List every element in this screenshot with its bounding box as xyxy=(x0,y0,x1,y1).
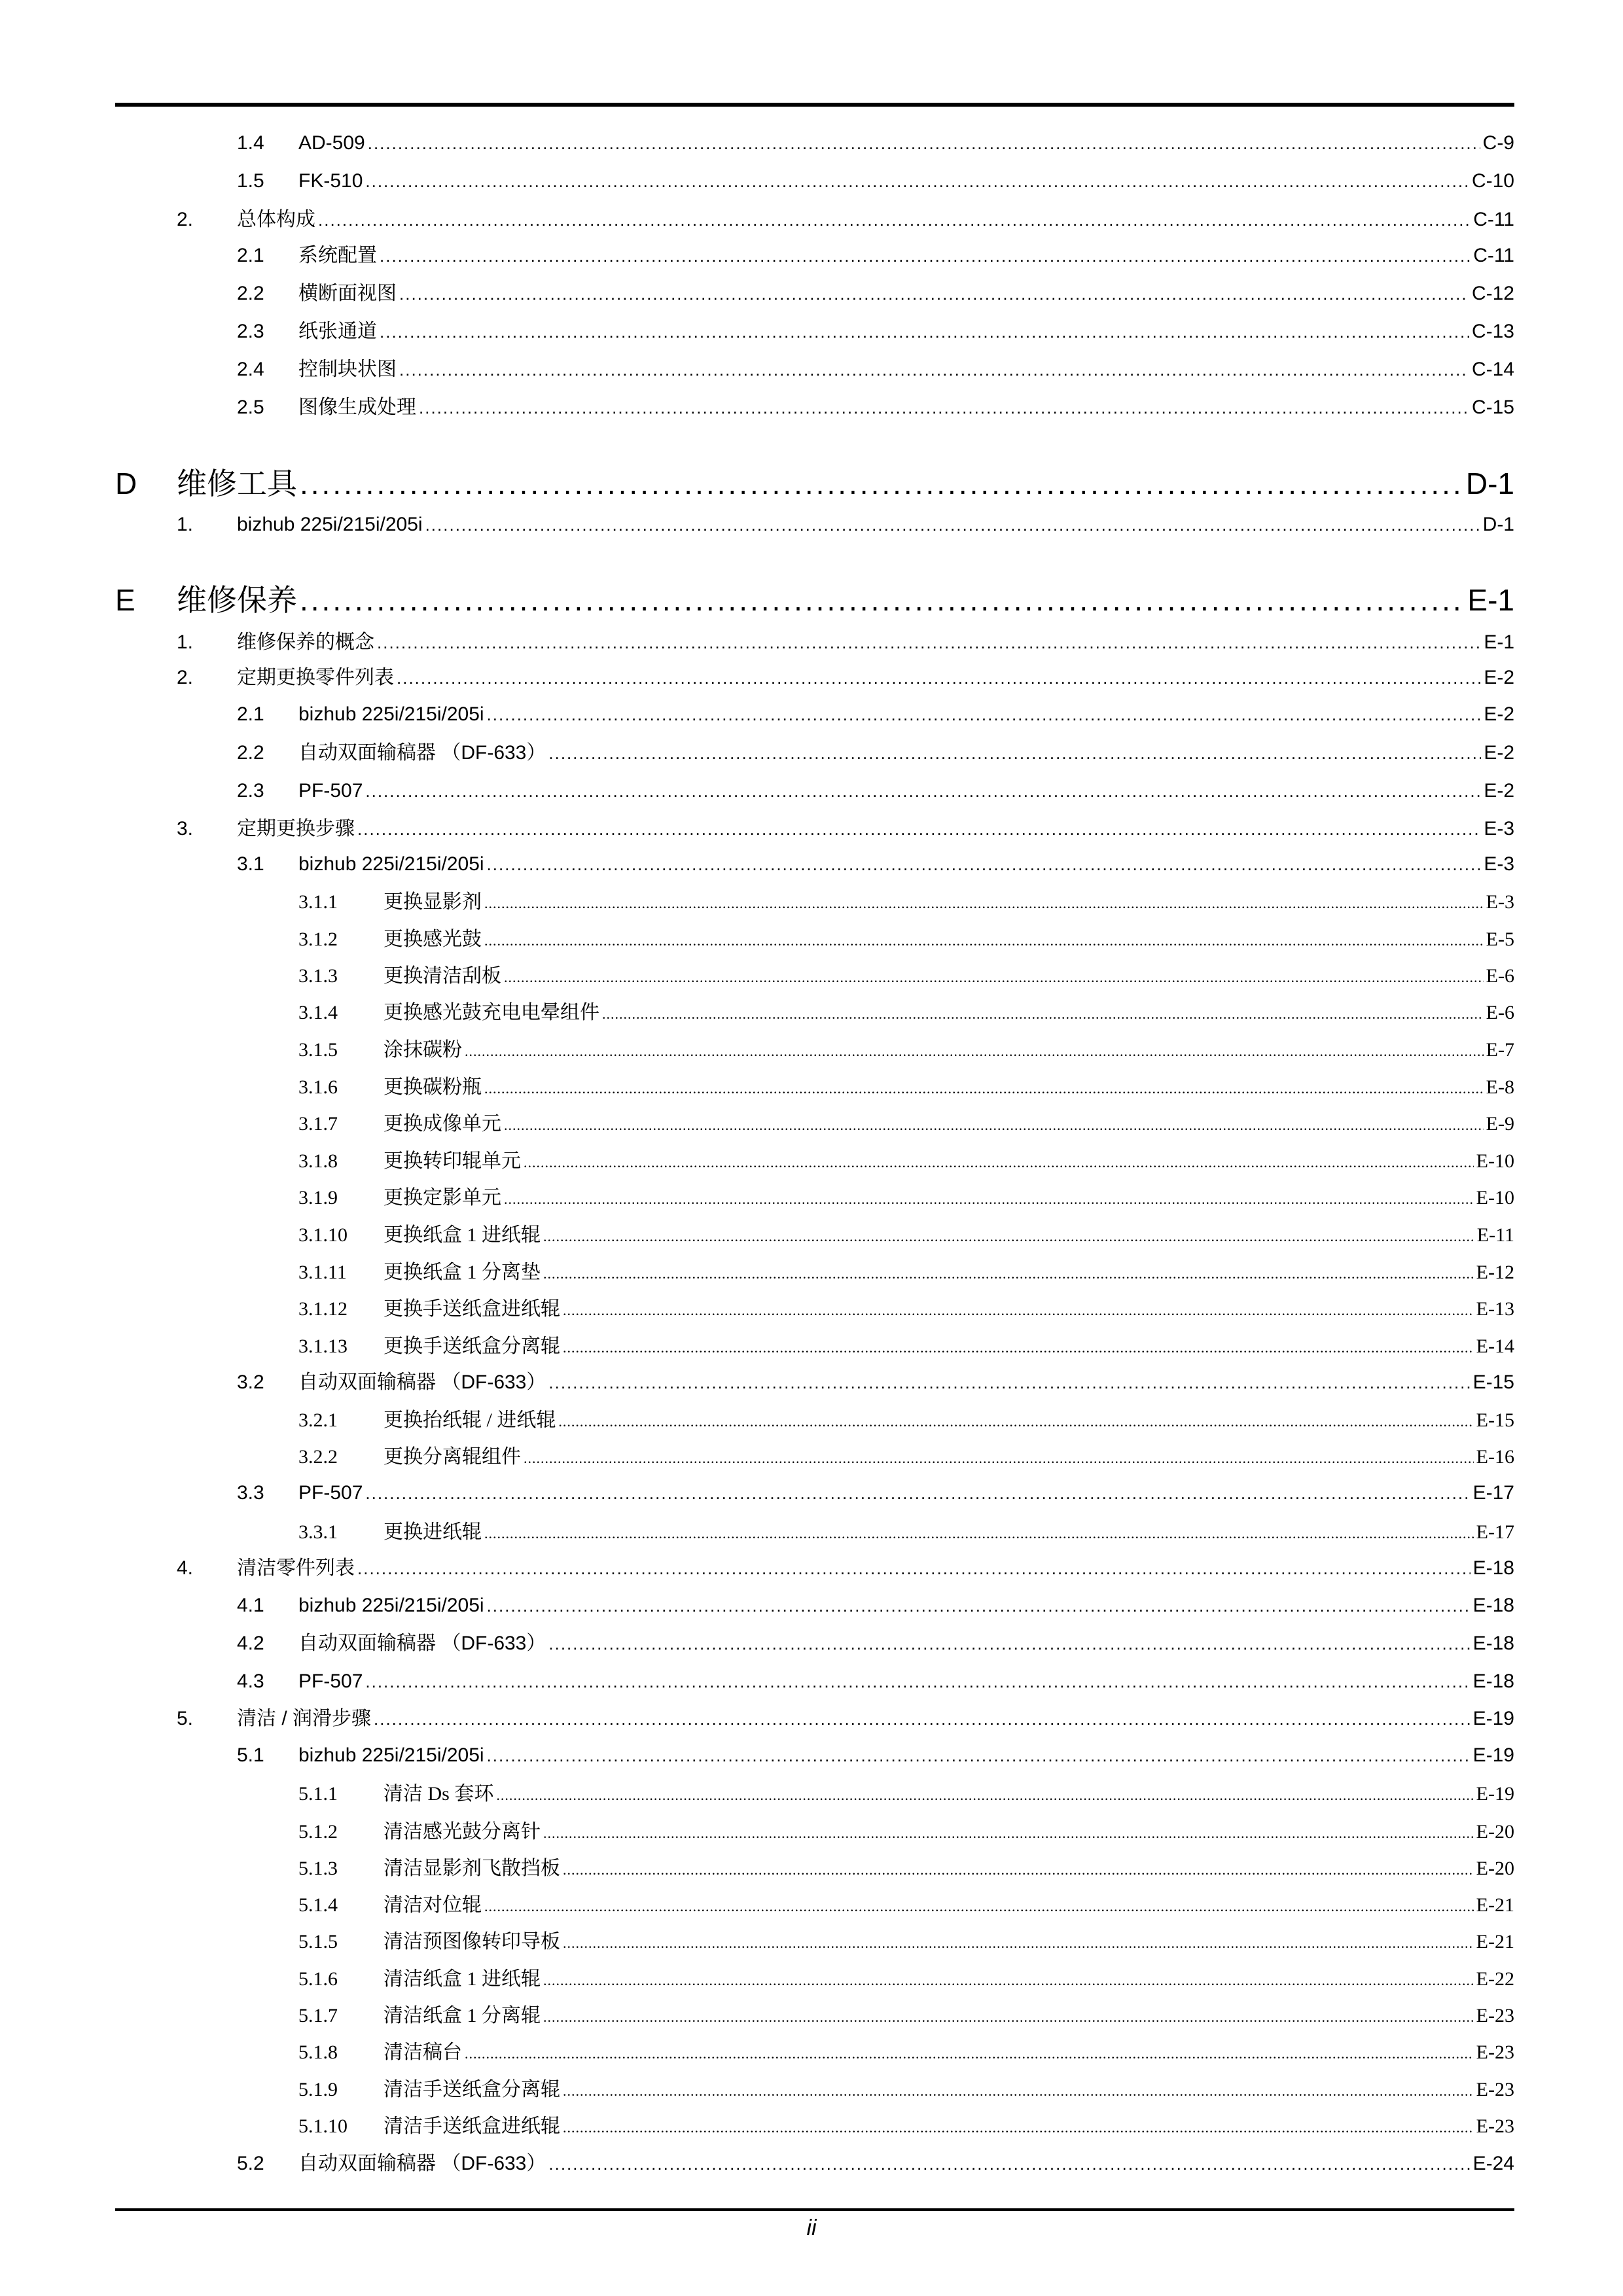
toc-dot-leader xyxy=(563,1337,1474,1356)
toc-entry-number: E xyxy=(115,583,135,617)
toc-entry-title[interactable]: 更换进纸辊 xyxy=(383,1521,482,1543)
toc-entry-page[interactable]: E-9 xyxy=(1486,1113,1514,1135)
toc-entry-page[interactable]: E-20 xyxy=(1476,1858,1514,1879)
toc-entry[interactable] xyxy=(237,321,1514,342)
toc-entry-page[interactable]: E-2 xyxy=(1484,742,1514,764)
toc-entry-number: 5.1.10 xyxy=(298,2115,348,2137)
toc-entry-number: 3.1.8 xyxy=(298,1150,338,1172)
toc-entry-page[interactable]: E-16 xyxy=(1476,1446,1514,1468)
toc-entry-page[interactable]: E-3 xyxy=(1486,891,1514,913)
toc-entry-title[interactable]: 横断面视图 xyxy=(298,283,397,304)
toc-entry-title[interactable]: 清洁感光鼓分离针 xyxy=(383,1821,541,1843)
toc-entry-number: 4.1 xyxy=(237,1595,264,1616)
toc-entry-title[interactable]: 自动双面输稿器 （DF-633） xyxy=(298,1633,546,1654)
toc-entry-number: 5.1.6 xyxy=(298,1968,338,1990)
toc-entry-number: 5.1.4 xyxy=(298,1894,338,1916)
toc-entry[interactable] xyxy=(298,1113,1514,1135)
toc-entry-number: 1. xyxy=(177,631,194,653)
toc-entry-number: 4.2 xyxy=(237,1633,264,1654)
toc-entry-page[interactable]: E-6 xyxy=(1486,1002,1514,1023)
toc-entry-title[interactable]: 更换抬纸辊 / 进纸辊 xyxy=(383,1409,556,1431)
toc-entry-number: 2.2 xyxy=(237,742,264,764)
toc-entry-number: 5. xyxy=(177,1708,194,1729)
toc-entry-page[interactable]: E-18 xyxy=(1472,1557,1514,1579)
toc-entry[interactable] xyxy=(177,631,1514,653)
toc-entry-page[interactable]: C-13 xyxy=(1471,321,1514,342)
footer-rule xyxy=(115,2208,1514,2211)
toc-entry-title[interactable]: 清洁手送纸盒分离辊 xyxy=(383,2079,560,2100)
toc-entry-page[interactable]: E-19 xyxy=(1472,1744,1514,1766)
toc-dot-leader xyxy=(397,668,1481,688)
toc-entry-number: 3.1.1 xyxy=(298,891,338,913)
toc-entry[interactable] xyxy=(298,928,1514,950)
toc-dot-leader xyxy=(465,1040,1484,1060)
toc-entry-page[interactable]: E-14 xyxy=(1476,1335,1514,1357)
toc-dot-leader xyxy=(425,515,1480,535)
toc-entry-number: 5.2 xyxy=(237,2153,264,2174)
toc-entry[interactable] xyxy=(237,1371,1514,1393)
toc-entry[interactable] xyxy=(237,1670,1514,1692)
toc-entry-page[interactable]: C-11 xyxy=(1473,245,1514,266)
toc-dot-leader xyxy=(548,743,1481,763)
toc-entry[interactable] xyxy=(298,2079,1514,2100)
toc-entry-page[interactable]: E-2 xyxy=(1484,703,1514,725)
toc-dot-leader xyxy=(365,781,1481,801)
toc-dot-leader xyxy=(487,855,1482,874)
toc-dot-leader xyxy=(484,1896,1474,1915)
toc-dot-leader xyxy=(563,1299,1474,1319)
footer-page-number: ii xyxy=(806,2216,817,2240)
toc-entry-title[interactable]: 更换纸盒 1 分离垫 xyxy=(383,1262,541,1283)
toc-entry-number: 1. xyxy=(177,514,194,535)
toc-entry[interactable] xyxy=(237,1633,1514,1654)
toc-entry-number: 3.1.9 xyxy=(298,1187,338,1209)
toc-dot-leader xyxy=(365,171,1469,191)
toc-entry-page[interactable]: E-13 xyxy=(1476,1298,1514,1320)
toc-entry[interactable] xyxy=(237,742,1514,764)
toc-dot-leader xyxy=(365,1483,1470,1503)
toc-entry[interactable] xyxy=(298,1150,1514,1172)
toc-entry-page[interactable]: E-10 xyxy=(1476,1150,1514,1172)
toc-entry-title[interactable]: 纸张通道 xyxy=(298,321,377,342)
toc-entry-title[interactable]: 更换感光鼓充电电晕组件 xyxy=(383,1002,599,1023)
toc-dot-leader xyxy=(563,1859,1474,1879)
toc-entry-title[interactable]: 更换手送纸盒进纸辊 xyxy=(383,1298,560,1320)
toc-entry[interactable] xyxy=(177,667,1514,688)
toc-entry-page[interactable]: E-17 xyxy=(1472,1482,1514,1504)
toc-entry-page[interactable]: E-15 xyxy=(1476,1409,1514,1431)
toc-entry[interactable] xyxy=(237,170,1514,192)
toc-entry-number: 5.1.9 xyxy=(298,2079,338,2100)
toc-entry-title[interactable]: 控制块状图 xyxy=(298,359,397,380)
toc-entry[interactable] xyxy=(237,132,1514,154)
toc-entry-page[interactable]: E-18 xyxy=(1472,1670,1514,1692)
toc-dot-leader xyxy=(399,284,1469,304)
toc-entry-title[interactable]: PF-507 xyxy=(298,780,363,802)
toc-dot-leader xyxy=(548,1373,1470,1392)
toc-entry-title[interactable]: 更换分离辊组件 xyxy=(383,1446,521,1468)
toc-entry-page[interactable]: E-2 xyxy=(1484,667,1514,688)
toc-entry-title[interactable]: 更换定影单元 xyxy=(383,1187,501,1209)
toc-entry-title[interactable]: AD-509 xyxy=(298,132,365,154)
toc-dot-leader xyxy=(524,1152,1474,1171)
toc-entry[interactable] xyxy=(298,1821,1514,1843)
toc-entry-number: 3.1 xyxy=(237,853,264,875)
toc-entry[interactable] xyxy=(298,1039,1514,1061)
toc-entry-number: D xyxy=(115,467,137,501)
toc-entry-title[interactable]: 清洁纸盒 1 进纸辊 xyxy=(383,1968,541,1990)
toc-entry-number: 4.3 xyxy=(237,1670,264,1692)
toc-entry-title[interactable]: 系统配置 xyxy=(298,245,377,266)
toc-entry-page[interactable]: C-15 xyxy=(1471,397,1514,418)
toc-entry[interactable] xyxy=(237,245,1514,266)
toc-dot-leader xyxy=(380,322,1469,342)
toc-entry-title[interactable]: 更换感光鼓 xyxy=(383,928,482,950)
toc-dot-leader xyxy=(487,1746,1471,1765)
toc-entry-page[interactable]: E-21 xyxy=(1476,1931,1514,1952)
toc-entry-title[interactable]: FK-510 xyxy=(298,170,363,192)
toc-dot-leader xyxy=(543,2006,1474,2026)
toc-entry-title[interactable]: bizhub 225i/215i/205i xyxy=(237,514,423,535)
toc-dot-leader xyxy=(548,1634,1470,1653)
toc-entry[interactable] xyxy=(298,891,1514,913)
toc-entry-number: 5.1.1 xyxy=(298,1783,338,1805)
toc-entry-number: 2.5 xyxy=(237,397,264,418)
toc-entry-title[interactable]: 清洁零件列表 xyxy=(237,1557,355,1579)
toc-entry-number: 2.2 xyxy=(237,283,264,304)
toc-entry-number: 2.1 xyxy=(237,245,264,266)
toc-entry-title[interactable]: 更换纸盒 1 进纸辊 xyxy=(383,1224,541,1246)
toc-entry-title[interactable]: 自动双面输稿器 （DF-633） xyxy=(298,1371,546,1393)
toc-dot-leader xyxy=(504,1188,1474,1208)
toc-dot-leader xyxy=(380,246,1471,266)
toc-entry-title[interactable]: 维修保养的概念 xyxy=(237,631,374,653)
toc-entry[interactable] xyxy=(237,1744,1514,1766)
toc-entry-number: 3.1.12 xyxy=(298,1298,348,1320)
toc-entry[interactable] xyxy=(237,703,1514,725)
toc-entry-page[interactable]: E-23 xyxy=(1476,2005,1514,2026)
toc-dot-leader xyxy=(377,633,1481,652)
toc-entry-title[interactable]: 更换转印辊单元 xyxy=(383,1150,521,1172)
toc-dot-leader xyxy=(563,1932,1474,1952)
toc-entry-page[interactable]: E-22 xyxy=(1476,1968,1514,1990)
toc-entry[interactable] xyxy=(298,1894,1514,1916)
toc-entry-page[interactable]: E-12 xyxy=(1476,1262,1514,1283)
toc-entry-title[interactable]: 清洁纸盒 1 分离辊 xyxy=(383,2005,541,2026)
toc-entry-title[interactable]: 清洁显影剂飞散挡板 xyxy=(383,1858,560,1879)
toc-entry-number: 1.5 xyxy=(237,170,264,192)
toc-entry[interactable] xyxy=(115,467,1514,501)
toc-entry[interactable] xyxy=(115,583,1514,617)
toc-entry[interactable] xyxy=(237,1595,1514,1616)
toc-entry-title[interactable]: 清洁 Ds 套环 xyxy=(383,1783,494,1805)
toc-entry-number: 3. xyxy=(177,818,194,839)
toc-entry-number: 3.1.6 xyxy=(298,1076,338,1098)
toc-entry-number: 3.2.2 xyxy=(298,1446,338,1468)
toc-dot-leader xyxy=(504,1114,1484,1134)
toc-dot-leader xyxy=(543,1822,1474,1842)
toc-dot-leader xyxy=(563,2117,1474,2136)
toc-entry[interactable] xyxy=(298,1076,1514,1098)
toc-entry-page[interactable]: D-1 xyxy=(1465,467,1514,501)
toc-entry-number: 5.1 xyxy=(237,1744,264,1766)
toc-dot-leader xyxy=(484,1523,1474,1542)
toc-entry[interactable] xyxy=(298,2115,1514,2137)
toc-entry-number: 3.1.3 xyxy=(298,965,338,987)
toc-entry-title[interactable]: 涂抹碳粉 xyxy=(383,1039,462,1061)
toc-dot-leader xyxy=(563,2080,1474,2100)
toc-dot-leader xyxy=(602,1003,1484,1023)
toc-entry-page[interactable]: E-23 xyxy=(1476,2079,1514,2100)
toc-dot-leader xyxy=(318,210,1471,230)
toc-entry-title[interactable]: 更换手送纸盒分离辊 xyxy=(383,1335,560,1357)
toc-entry-page[interactable]: C-12 xyxy=(1471,283,1514,304)
toc-entry-title[interactable]: 自动双面输稿器 （DF-633） xyxy=(298,742,546,764)
toc-entry-number: 3.1.5 xyxy=(298,1039,338,1061)
toc-entry[interactable] xyxy=(177,818,1514,839)
toc-dot-leader xyxy=(419,398,1469,417)
toc-entry-number: 3.1.4 xyxy=(298,1002,338,1023)
toc-entry-title[interactable]: 清洁预图像转印导板 xyxy=(383,1931,560,1952)
toc-entry[interactable] xyxy=(237,359,1514,380)
toc-dot-leader xyxy=(357,819,1481,839)
toc-dot-leader xyxy=(496,1784,1473,1804)
toc-entry-page[interactable]: E-24 xyxy=(1472,2153,1514,2174)
toc-entry-page[interactable]: C-10 xyxy=(1471,170,1514,192)
toc-dot-leader xyxy=(357,1559,1471,1578)
toc-entry-page[interactable]: E-19 xyxy=(1472,1708,1514,1729)
toc-dot-leader xyxy=(487,1596,1471,1616)
toc-entry-page[interactable]: E-6 xyxy=(1486,965,1514,987)
toc-entry[interactable] xyxy=(298,1931,1514,1952)
toc-entry[interactable] xyxy=(237,397,1514,418)
toc-dot-leader xyxy=(504,966,1484,986)
toc-entry[interactable] xyxy=(298,1335,1514,1357)
toc-entry[interactable] xyxy=(177,1557,1514,1579)
toc-entry-page[interactable]: E-1 xyxy=(1484,631,1514,653)
toc-entry-page[interactable]: E-3 xyxy=(1484,853,1514,875)
toc-entry-number: 3.3 xyxy=(237,1482,264,1504)
toc-entry-page[interactable]: C-9 xyxy=(1482,132,1514,154)
toc-entry-page[interactable]: E-19 xyxy=(1476,1783,1514,1805)
toc-entry-page[interactable]: E-17 xyxy=(1476,1521,1514,1543)
toc-entry-page[interactable]: E-8 xyxy=(1486,1076,1514,1098)
toc-entry[interactable] xyxy=(298,965,1514,987)
toc-entry-page[interactable]: E-7 xyxy=(1486,1039,1514,1061)
toc-entry-title[interactable]: 更换成像单元 xyxy=(383,1113,501,1135)
toc-entry-title[interactable]: 图像生成处理 xyxy=(298,397,416,418)
toc-entry[interactable] xyxy=(298,1521,1514,1543)
toc-dot-leader xyxy=(399,360,1469,380)
toc-entry-number: 2.3 xyxy=(237,780,264,802)
toc-dot-leader xyxy=(300,468,1463,499)
toc-entry[interactable] xyxy=(177,209,1514,230)
toc-entry[interactable] xyxy=(298,1002,1514,1023)
toc-entry-number: 2. xyxy=(177,209,194,230)
toc-entry-page[interactable]: E-5 xyxy=(1486,928,1514,950)
toc-dot-leader xyxy=(524,1447,1474,1467)
toc-dot-leader xyxy=(300,585,1465,615)
toc-entry-number: 5.1.8 xyxy=(298,2041,338,2063)
toc-entry[interactable] xyxy=(298,1224,1514,1246)
toc-dot-leader xyxy=(365,1672,1470,1691)
toc-entry-title[interactable]: PF-507 xyxy=(298,1670,363,1692)
toc-entry-title[interactable]: bizhub 225i/215i/205i xyxy=(298,1595,484,1616)
toc-entry-title[interactable]: PF-507 xyxy=(298,1482,363,1504)
toc-entry[interactable] xyxy=(298,1409,1514,1431)
toc-dot-leader xyxy=(374,1709,1471,1729)
toc-entry[interactable] xyxy=(298,2041,1514,2063)
toc-entry-title[interactable]: bizhub 225i/215i/205i xyxy=(298,703,484,725)
toc-entry-number: 2.1 xyxy=(237,703,264,725)
toc-entry-number: 3.1.13 xyxy=(298,1335,348,1357)
toc-entry-title[interactable]: 清洁 / 润滑步骤 xyxy=(237,1708,372,1729)
toc-entry-number: 3.1.7 xyxy=(298,1113,338,1135)
toc-entry-page[interactable]: E-23 xyxy=(1476,2115,1514,2137)
toc-entry-title[interactable]: 定期更换步骤 xyxy=(237,818,355,839)
toc-dot-leader xyxy=(558,1411,1473,1430)
toc-dot-leader xyxy=(484,930,1484,949)
toc-dot-leader xyxy=(543,1226,1474,1245)
toc-dot-leader xyxy=(487,705,1482,724)
toc-entry-number: 2.3 xyxy=(237,321,264,342)
toc-entry-page[interactable]: E-21 xyxy=(1476,1894,1514,1916)
toc-entry-page[interactable]: C-11 xyxy=(1473,209,1514,230)
toc-entry-page[interactable]: E-15 xyxy=(1472,1371,1514,1393)
toc-entry-page[interactable]: E-18 xyxy=(1472,1595,1514,1616)
toc-entry-title[interactable]: 清洁对位辊 xyxy=(383,1894,482,1916)
toc-entry-title[interactable]: 定期更换零件列表 xyxy=(237,667,394,688)
toc-entry-page[interactable]: E-11 xyxy=(1476,1224,1514,1246)
toc-entry-title[interactable]: 维修工具 xyxy=(177,467,297,501)
toc-entry[interactable] xyxy=(298,1187,1514,1209)
toc-dot-leader xyxy=(543,1969,1474,1989)
toc-entry[interactable] xyxy=(298,1262,1514,1283)
toc-entry[interactable] xyxy=(298,1446,1514,1468)
toc-dot-leader xyxy=(548,2154,1470,2174)
toc-entry-number: 3.2 xyxy=(237,1371,264,1393)
toc-dot-leader xyxy=(484,892,1484,912)
toc-entry-number: 5.1.3 xyxy=(298,1858,338,1879)
toc-entry-number: 3.2.1 xyxy=(298,1409,338,1431)
toc-entry-page[interactable]: E-10 xyxy=(1476,1187,1514,1209)
toc-entry-title[interactable]: bizhub 225i/215i/205i xyxy=(298,853,484,875)
toc-entry-number: 5.1.5 xyxy=(298,1931,338,1952)
toc-entry-title[interactable]: 清洁手送纸盒进纸辊 xyxy=(383,2115,560,2137)
toc-entry[interactable] xyxy=(237,283,1514,304)
toc-entry-number: 4. xyxy=(177,1557,194,1579)
toc-entry[interactable] xyxy=(237,2153,1514,2174)
toc-entry-number: 3.1.11 xyxy=(298,1262,347,1283)
toc-entry-page[interactable]: E-3 xyxy=(1484,818,1514,839)
toc-entry-title[interactable]: 更换碳粉瓶 xyxy=(383,1076,482,1098)
toc-entry-page[interactable]: C-14 xyxy=(1471,359,1514,380)
toc-entry-title[interactable]: 更换显影剂 xyxy=(383,891,482,913)
toc-entry[interactable] xyxy=(298,1783,1514,1805)
toc-entry-title[interactable]: 更换清洁刮板 xyxy=(383,965,501,987)
toc-entry[interactable] xyxy=(298,1298,1514,1320)
toc-entry[interactable] xyxy=(298,1968,1514,1990)
toc-entry-title[interactable]: bizhub 225i/215i/205i xyxy=(298,1744,484,1766)
toc-entry-number: 3.1.10 xyxy=(298,1224,348,1246)
toc-entry-number: 3.3.1 xyxy=(298,1521,338,1543)
toc-entry-page[interactable]: E-1 xyxy=(1467,583,1514,617)
toc-entry[interactable] xyxy=(298,2005,1514,2026)
toc-entry[interactable] xyxy=(298,1858,1514,1879)
toc-entry[interactable] xyxy=(237,780,1514,802)
toc-entry-page[interactable]: E-2 xyxy=(1484,780,1514,802)
toc-dot-leader xyxy=(543,1263,1474,1282)
toc-entry[interactable] xyxy=(177,514,1514,535)
toc-dot-leader xyxy=(465,2043,1474,2062)
toc-entry-number: 2.4 xyxy=(237,359,264,380)
toc-entry-number: 5.1.7 xyxy=(298,2005,338,2026)
toc-dot-leader xyxy=(368,133,1480,153)
toc-entry-title[interactable]: 自动双面输稿器 （DF-633） xyxy=(298,2153,546,2174)
toc-entry-number: 1.4 xyxy=(237,132,264,154)
toc-entry-title[interactable]: 清洁稿台 xyxy=(383,2041,462,2063)
toc-entry[interactable] xyxy=(237,1482,1514,1504)
toc-entry-title[interactable]: 维修保养 xyxy=(177,583,297,617)
toc-entry-page[interactable]: E-18 xyxy=(1472,1633,1514,1654)
toc-dot-leader xyxy=(484,1078,1484,1097)
toc-entry[interactable] xyxy=(237,853,1514,875)
header-rule xyxy=(115,103,1514,107)
toc-entry-number: 3.1.2 xyxy=(298,928,338,950)
toc-entry-number: 2. xyxy=(177,667,194,688)
toc-entry-page[interactable]: E-23 xyxy=(1476,2041,1514,2063)
toc-entry-page[interactable]: E-20 xyxy=(1476,1821,1514,1843)
toc-entry[interactable] xyxy=(177,1708,1514,1729)
toc-entry-number: 5.1.2 xyxy=(298,1821,338,1843)
toc-entry-page[interactable]: D-1 xyxy=(1482,514,1514,535)
toc-entry-title[interactable]: 总体构成 xyxy=(237,209,315,230)
